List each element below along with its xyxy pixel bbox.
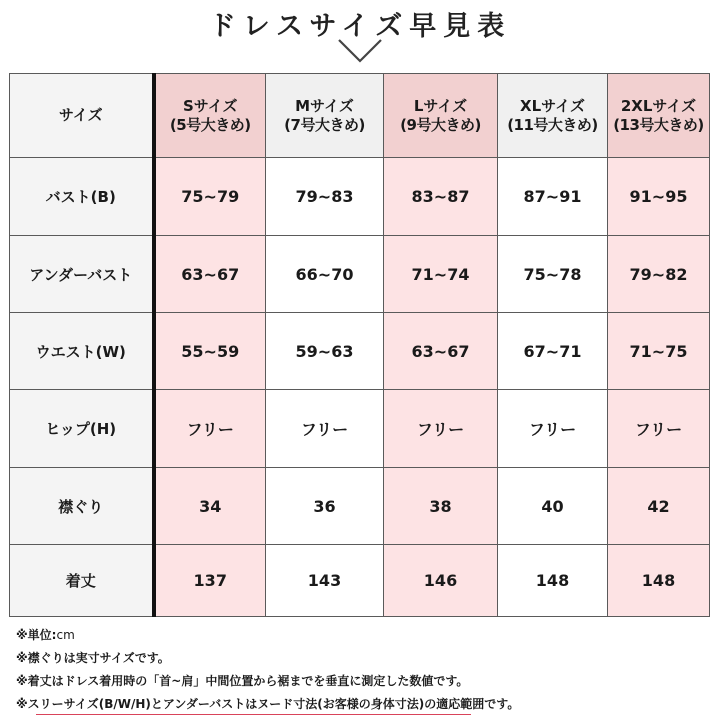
value-cell: 66~70	[266, 236, 384, 313]
value-cell: 146	[384, 545, 498, 617]
size-sub: (9号大きめ)	[400, 115, 481, 134]
size-name: 2XLサイズ	[620, 96, 697, 115]
row-label: アンダーバスト	[10, 236, 154, 313]
table-row-bust	[10, 158, 710, 236]
table-row-underbust	[10, 236, 710, 313]
value-cell: 75~79	[154, 158, 266, 236]
value-cell: 148	[608, 545, 710, 617]
value-cell: 148	[498, 545, 608, 617]
size-name: XLサイズ	[520, 96, 585, 115]
value-cell: 40	[498, 468, 608, 545]
size-header-xl	[498, 74, 608, 158]
value-cell: 71~74	[384, 236, 498, 313]
size-name: Mサイズ	[295, 96, 354, 115]
value-cell: 79~82	[608, 236, 710, 313]
note-unit-prefix: ※単位:	[16, 628, 57, 642]
value-cell: 87~91	[498, 158, 608, 236]
table-row-neckline	[10, 468, 710, 545]
table-row-waist	[10, 313, 710, 390]
row-label: ウエスト(W)	[10, 313, 154, 390]
value-cell: 42	[608, 468, 710, 545]
row-label: 襟ぐり	[10, 468, 154, 545]
table-row-length	[10, 545, 710, 617]
row-label: バスト(B)	[10, 158, 154, 236]
table-row-hip	[10, 390, 710, 468]
note-nude-size: ※スリーサイズ(B/W/H)とアンダーバストはヌード寸法(お客様の身体寸法)の適応範囲です。	[16, 697, 520, 711]
value-cell: 137	[154, 545, 266, 617]
value-cell: 55~59	[154, 313, 266, 390]
value-cell: 36	[266, 468, 384, 545]
value-cell: 63~67	[384, 313, 498, 390]
note-unit-value: cm	[56, 628, 75, 642]
value-cell: 91~95	[608, 158, 710, 236]
value-cell: 75~78	[498, 236, 608, 313]
header-label-cell	[10, 74, 154, 158]
value-cell: 38	[384, 468, 498, 545]
size-header-l	[384, 74, 498, 158]
value-cell: 71~75	[608, 313, 710, 390]
size-header-s	[154, 74, 266, 158]
size-name: Sサイズ	[182, 96, 238, 115]
size-sub: (7号大きめ)	[284, 115, 365, 134]
value-cell: フリー	[608, 390, 710, 468]
size-header-m	[266, 74, 384, 158]
table-header-row	[10, 74, 710, 158]
size-sub: (13号大きめ)	[613, 115, 704, 134]
size-sub: (5号大きめ)	[169, 115, 251, 134]
note-length: ※着丈はドレス着用時の「首~肩」中間位置から裾までを垂直に測定した数値です。	[16, 674, 469, 688]
note-underline	[36, 714, 471, 715]
size-sub: (11号大きめ)	[507, 115, 598, 134]
notes-block	[16, 624, 716, 716]
page-title: ドレスサイズ早見表	[208, 11, 512, 42]
value-cell: 67~71	[498, 313, 608, 390]
size-chart-table	[9, 73, 710, 617]
value-cell: フリー	[384, 390, 498, 468]
header-label: サイズ	[58, 106, 103, 124]
value-cell: 79~83	[266, 158, 384, 236]
size-name: Lサイズ	[413, 96, 468, 115]
value-cell: 34	[154, 468, 266, 545]
note-neckline: ※襟ぐりは実寸サイズです。	[16, 651, 170, 665]
value-cell: フリー	[266, 390, 384, 468]
note-unit	[16, 624, 716, 647]
value-cell: フリー	[154, 390, 266, 468]
value-cell: フリー	[498, 390, 608, 468]
value-cell: 59~63	[266, 313, 384, 390]
size-header-2xl	[608, 74, 710, 158]
chevron-down-icon	[337, 38, 383, 64]
value-cell: 83~87	[384, 158, 498, 236]
row-label: ヒップ(H)	[10, 390, 154, 468]
row-label: 着丈	[10, 545, 154, 617]
value-cell: 63~67	[154, 236, 266, 313]
value-cell: 143	[266, 545, 384, 617]
